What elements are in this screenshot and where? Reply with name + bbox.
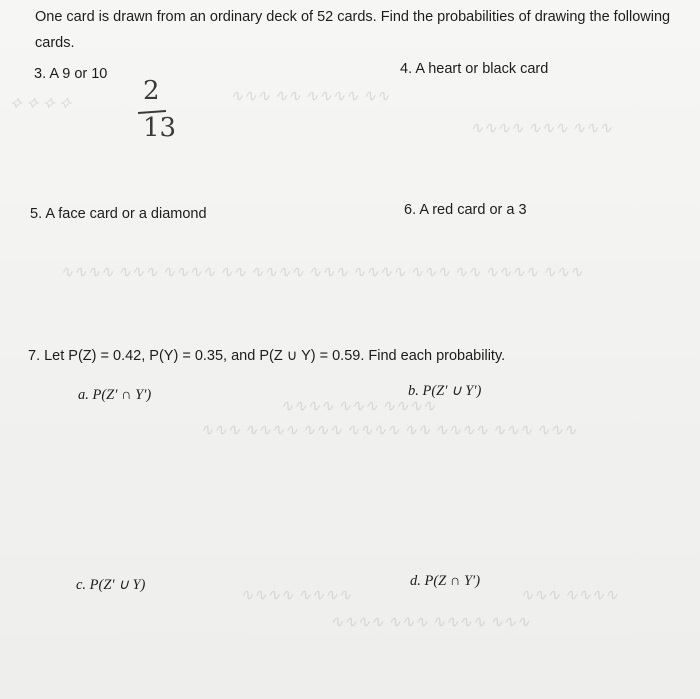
bleed-through-mark: ∿∿∿∿ ∿∿∿ ∿∿∿∿: [280, 398, 436, 415]
bleed-through-mark: ∿∿∿∿ ∿∿∿ ∿∿∿∿ ∿∿ ∿∿∿∿ ∿∿∿ ∿∿∿∿ ∿∿∿ ∿∿ ∿∿∿∿ ∿∿∿: [60, 264, 583, 281]
problem-7a: a. P(Z′ ∩ Y′): [78, 387, 152, 403]
problem-5: 5. A face card or a diamond: [30, 206, 207, 222]
instructions-text: One card is drawn from an ordinary deck of 52 cards. Find the probabilities of drawing the following cards.: [35, 9, 671, 51]
bleed-through-mark: ⟡ ⟡ ⟡ ⟡: [10, 92, 72, 112]
problem-7d: d. P(Z ∩ Y′): [410, 573, 481, 589]
problem-6: 6. A red card or a 3: [404, 202, 527, 218]
problem-7b: b. P(Z′ ∪ Y′): [408, 383, 482, 399]
handwritten-numerator: 2: [143, 76, 160, 106]
problem-4: 4. A heart or black card: [400, 61, 549, 77]
bleed-through-mark: ∿∿∿∿ ∿∿∿ ∿∿∿: [470, 120, 613, 137]
bleed-through-mark: ∿∿∿ ∿∿∿∿ ∿∿∿ ∿∿∿∿ ∿∿ ∿∿∿∿ ∿∿∿ ∿∿∿: [200, 422, 577, 439]
bleed-through-mark: ∿∿∿∿ ∿∿∿∿: [240, 587, 352, 604]
problem-7: 7. Let P(Z) = 0.42, P(Y) = 0.35, and P(Z ∪ Y) = 0.59. Find each probability.: [28, 348, 506, 364]
bleed-through-mark: ∿∿∿∿ ∿∿∿ ∿∿∿∿ ∿∿∿: [330, 614, 530, 631]
problem-7c: c. P(Z′ ∪ Y): [76, 577, 146, 593]
bleed-through-mark: ∿∿∿ ∿∿ ∿∿∿∿ ∿∿: [230, 88, 390, 105]
problem-3: 3. A 9 or 10: [34, 66, 108, 82]
bleed-through-mark: ∿∿∿ ∿∿∿∿: [520, 587, 618, 604]
handwritten-denominator: 13: [143, 113, 177, 143]
